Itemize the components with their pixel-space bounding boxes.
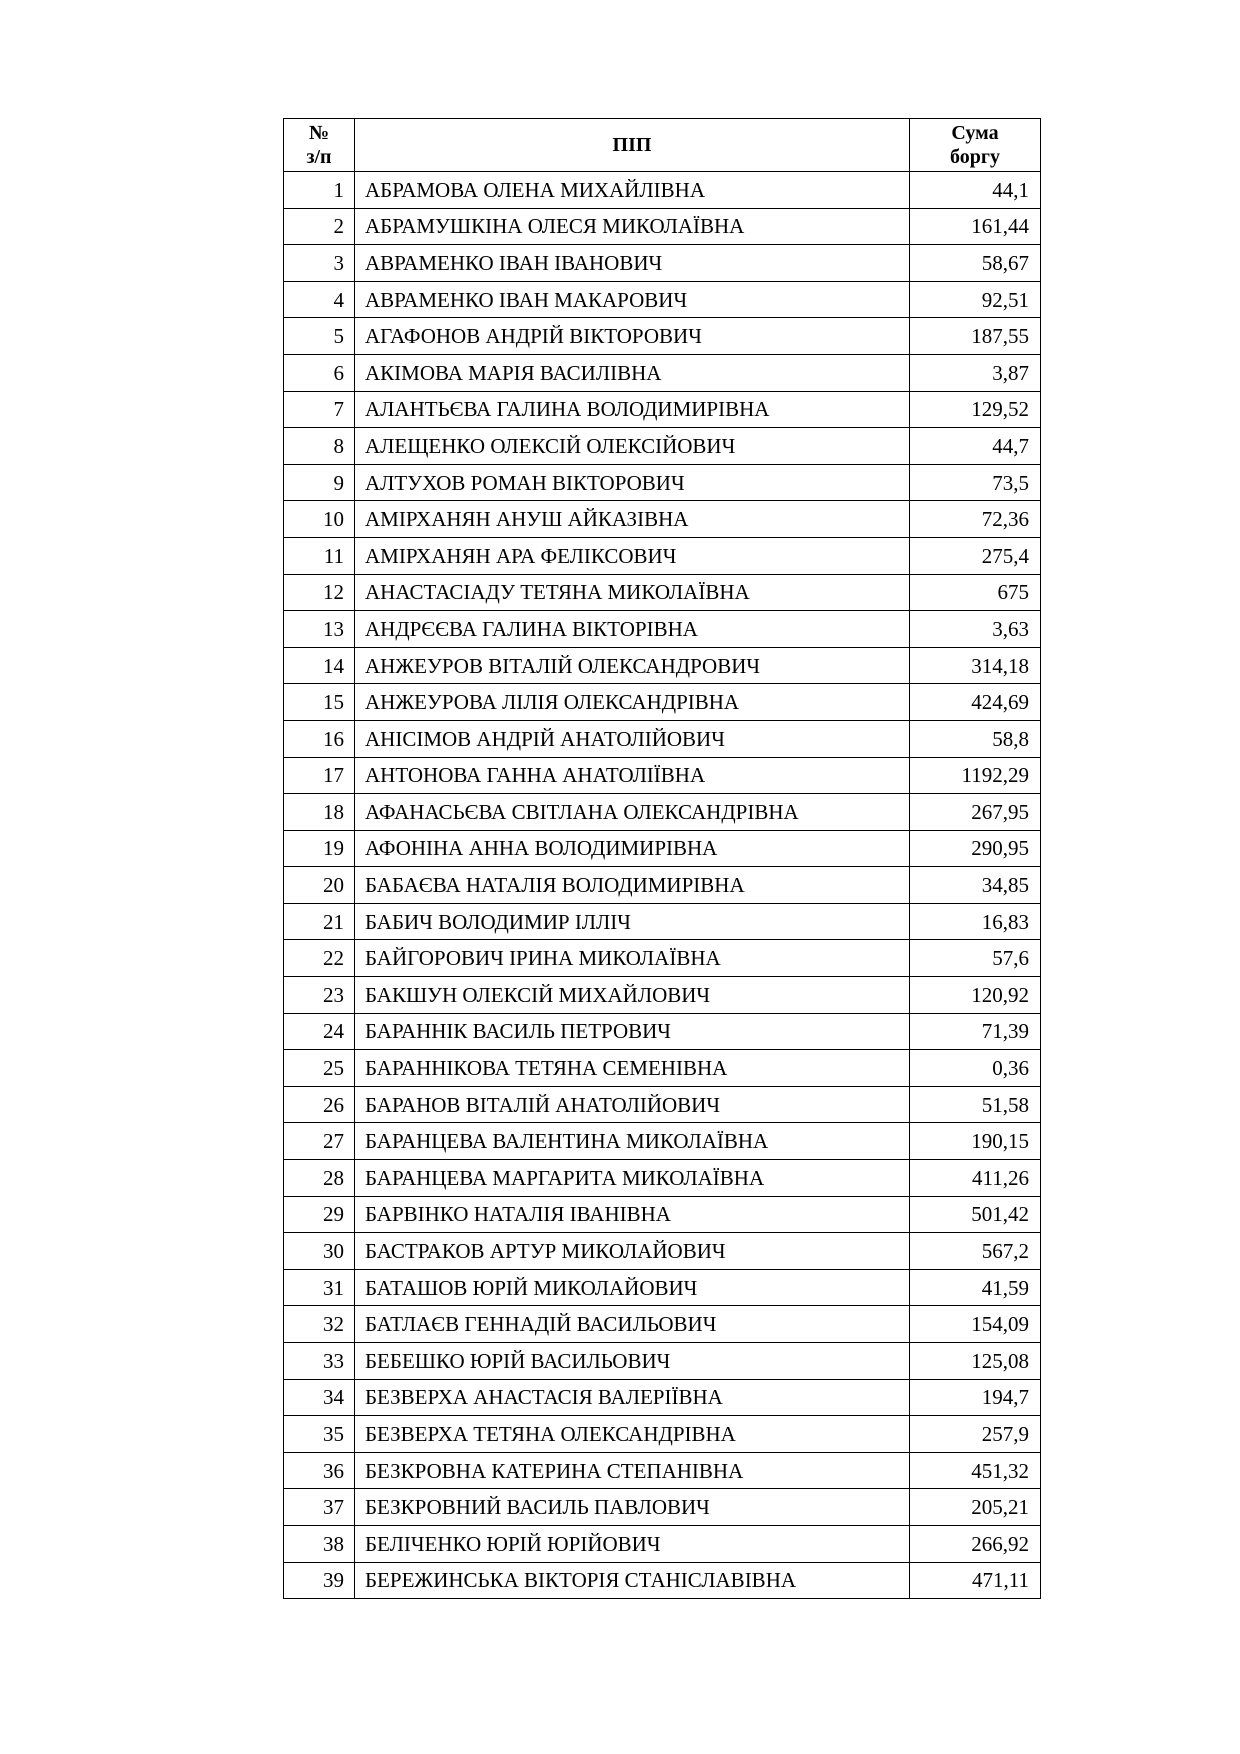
row-debt-amount: 161,44 <box>910 208 1041 245</box>
table-row <box>284 757 1041 794</box>
row-number: 39 <box>284 1562 355 1599</box>
row-full-name: АНДРЄЄВА ГАЛИНА ВІКТОРІВНА <box>355 611 910 648</box>
row-full-name: БЕЗКРОВНА КАТЕРИНА СТЕПАНІВНА <box>355 1452 910 1489</box>
header-debt-line2: боргу <box>950 146 1000 168</box>
row-debt-amount: 120,92 <box>910 977 1041 1014</box>
row-debt-amount: 71,39 <box>910 1013 1041 1050</box>
table-row <box>284 794 1041 831</box>
row-number: 35 <box>284 1416 355 1453</box>
table-row <box>284 1160 1041 1197</box>
row-debt-amount: 73,5 <box>910 464 1041 501</box>
row-number: 22 <box>284 940 355 977</box>
row-number: 36 <box>284 1452 355 1489</box>
row-full-name: АНЖЕУРОВА ЛІЛІЯ ОЛЕКСАНДРІВНА <box>355 684 910 721</box>
table-row <box>284 208 1041 245</box>
row-debt-amount: 58,8 <box>910 720 1041 757</box>
table-row <box>284 537 1041 574</box>
table-row <box>284 464 1041 501</box>
row-debt-amount: 675 <box>910 574 1041 611</box>
row-full-name: БАБАЄВА НАТАЛІЯ ВОЛОДИМИРІВНА <box>355 867 910 904</box>
table-body <box>284 172 1041 1599</box>
header-number-line1: № <box>308 122 330 144</box>
table-row <box>284 1050 1041 1087</box>
row-debt-amount: 451,32 <box>910 1452 1041 1489</box>
row-debt-amount: 411,26 <box>910 1160 1041 1197</box>
row-number: 27 <box>284 1123 355 1160</box>
row-full-name: АГАФОНОВ АНДРІЙ ВІКТОРОВИЧ <box>355 318 910 355</box>
row-full-name: БЕБЕШКО ЮРІЙ ВАСИЛЬОВИЧ <box>355 1343 910 1380</box>
header-number <box>284 119 355 172</box>
row-number: 24 <box>284 1013 355 1050</box>
row-debt-amount: 129,52 <box>910 391 1041 428</box>
table-row <box>284 318 1041 355</box>
row-debt-amount: 34,85 <box>910 867 1041 904</box>
row-number: 5 <box>284 318 355 355</box>
table-row <box>284 1343 1041 1380</box>
table-header-row <box>284 119 1041 172</box>
row-full-name: АБРАМУШКІНА ОЛЕСЯ МИКОЛАЇВНА <box>355 208 910 245</box>
row-number: 6 <box>284 354 355 391</box>
row-debt-amount: 92,51 <box>910 281 1041 318</box>
row-debt-amount: 275,4 <box>910 537 1041 574</box>
table-row <box>284 391 1041 428</box>
row-number: 14 <box>284 647 355 684</box>
table-row <box>284 574 1041 611</box>
row-number: 31 <box>284 1269 355 1306</box>
row-number: 28 <box>284 1160 355 1197</box>
row-number: 16 <box>284 720 355 757</box>
row-number: 15 <box>284 684 355 721</box>
table-row <box>284 720 1041 757</box>
row-number: 13 <box>284 611 355 648</box>
row-full-name: БАРАНОВ ВІТАЛІЙ АНАТОЛІЙОВИЧ <box>355 1086 910 1123</box>
row-number: 18 <box>284 794 355 831</box>
row-full-name: БЕРЕЖИНСЬКА ВІКТОРІЯ СТАНІСЛАВІВНА <box>355 1562 910 1599</box>
header-debt-line1: Сума <box>951 122 999 144</box>
table-row <box>284 1306 1041 1343</box>
row-number: 33 <box>284 1343 355 1380</box>
row-debt-amount: 314,18 <box>910 647 1041 684</box>
row-full-name: АКІМОВА МАРІЯ ВАСИЛІВНА <box>355 354 910 391</box>
header-number-line2: з/п <box>306 146 332 168</box>
table-row <box>284 647 1041 684</box>
row-full-name: БАТАШОВ ЮРІЙ МИКОЛАЙОВИЧ <box>355 1269 910 1306</box>
table-row <box>284 1196 1041 1233</box>
row-number: 38 <box>284 1525 355 1562</box>
row-debt-amount: 190,15 <box>910 1123 1041 1160</box>
row-number: 3 <box>284 245 355 282</box>
table-row <box>284 428 1041 465</box>
row-full-name: БАРВІНКО НАТАЛІЯ ІВАНІВНА <box>355 1196 910 1233</box>
row-full-name: БАЙГОРОВИЧ ІРИНА МИКОЛАЇВНА <box>355 940 910 977</box>
row-debt-amount: 44,1 <box>910 172 1041 209</box>
row-debt-amount: 154,09 <box>910 1306 1041 1343</box>
row-number: 37 <box>284 1489 355 1526</box>
row-debt-amount: 41,59 <box>910 1269 1041 1306</box>
row-number: 9 <box>284 464 355 501</box>
row-number: 8 <box>284 428 355 465</box>
table-row <box>284 245 1041 282</box>
table-row <box>284 1416 1041 1453</box>
row-debt-amount: 471,11 <box>910 1562 1041 1599</box>
table-row <box>284 172 1041 209</box>
table-row <box>284 940 1041 977</box>
row-full-name: БАСТРАКОВ АРТУР МИКОЛАЙОВИЧ <box>355 1233 910 1270</box>
table-row <box>284 977 1041 1014</box>
row-full-name: АНАСТАСІАДУ ТЕТЯНА МИКОЛАЇВНА <box>355 574 910 611</box>
row-full-name: АФОНІНА АННА ВОЛОДИМИРІВНА <box>355 830 910 867</box>
row-debt-amount: 424,69 <box>910 684 1041 721</box>
table-row <box>284 867 1041 904</box>
row-full-name: БЕЗКРОВНИЙ ВАСИЛЬ ПАВЛОВИЧ <box>355 1489 910 1526</box>
header-full-name: ПІП <box>355 119 910 172</box>
row-full-name: БАРАННІК ВАСИЛЬ ПЕТРОВИЧ <box>355 1013 910 1050</box>
row-full-name: АНТОНОВА ГАННА АНАТОЛІЇВНА <box>355 757 910 794</box>
row-number: 23 <box>284 977 355 1014</box>
table-row <box>284 611 1041 648</box>
row-full-name: АНІСІМОВ АНДРІЙ АНАТОЛІЙОВИЧ <box>355 720 910 757</box>
row-debt-amount: 194,7 <box>910 1379 1041 1416</box>
table-row <box>284 1562 1041 1599</box>
row-debt-amount: 57,6 <box>910 940 1041 977</box>
row-full-name: БЕЗВЕРХА ТЕТЯНА ОЛЕКСАНДРІВНА <box>355 1416 910 1453</box>
table-row <box>284 354 1041 391</box>
row-full-name: БАБИЧ ВОЛОДИМИР ІЛЛІЧ <box>355 903 910 940</box>
row-debt-amount: 266,92 <box>910 1525 1041 1562</box>
row-full-name: БАРАННІКОВА ТЕТЯНА СЕМЕНІВНА <box>355 1050 910 1087</box>
row-full-name: АМІРХАНЯН АНУШ АЙКАЗІВНА <box>355 501 910 538</box>
row-full-name: АЛТУХОВ РОМАН ВІКТОРОВИЧ <box>355 464 910 501</box>
row-debt-amount: 125,08 <box>910 1343 1041 1380</box>
table-row <box>284 1123 1041 1160</box>
row-full-name: БАРАНЦЕВА ВАЛЕНТИНА МИКОЛАЇВНА <box>355 1123 910 1160</box>
row-debt-amount: 205,21 <box>910 1489 1041 1526</box>
header-debt-amount <box>910 119 1041 172</box>
table-row <box>284 1379 1041 1416</box>
row-number: 12 <box>284 574 355 611</box>
row-full-name: АЛАНТЬЄВА ГАЛИНА ВОЛОДИМИРІВНА <box>355 391 910 428</box>
row-number: 1 <box>284 172 355 209</box>
row-number: 25 <box>284 1050 355 1087</box>
row-number: 32 <box>284 1306 355 1343</box>
row-number: 7 <box>284 391 355 428</box>
row-number: 20 <box>284 867 355 904</box>
row-full-name: АВРАМЕНКО ІВАН МАКАРОВИЧ <box>355 281 910 318</box>
row-number: 17 <box>284 757 355 794</box>
row-debt-amount: 257,9 <box>910 1416 1041 1453</box>
row-debt-amount: 58,67 <box>910 245 1041 282</box>
row-full-name: АНЖЕУРОВ ВІТАЛІЙ ОЛЕКСАНДРОВИЧ <box>355 647 910 684</box>
row-full-name: БАТЛАЄВ ГЕННАДІЙ ВАСИЛЬОВИЧ <box>355 1306 910 1343</box>
row-debt-amount: 267,95 <box>910 794 1041 831</box>
row-debt-amount: 567,2 <box>910 1233 1041 1270</box>
row-full-name: АФАНАСЬЄВА СВІТЛАНА ОЛЕКСАНДРІВНА <box>355 794 910 831</box>
row-full-name: БЕЛІЧЕНКО ЮРІЙ ЮРІЙОВИЧ <box>355 1525 910 1562</box>
row-debt-amount: 72,36 <box>910 501 1041 538</box>
table-row <box>284 1269 1041 1306</box>
row-number: 26 <box>284 1086 355 1123</box>
row-number: 11 <box>284 537 355 574</box>
table-row <box>284 684 1041 721</box>
row-full-name: БАРАНЦЕВА МАРГАРИТА МИКОЛАЇВНА <box>355 1160 910 1197</box>
table-row <box>284 830 1041 867</box>
table-row <box>284 1452 1041 1489</box>
table-row <box>284 1086 1041 1123</box>
table-row <box>284 501 1041 538</box>
table-row <box>284 1233 1041 1270</box>
row-full-name: АБРАМОВА ОЛЕНА МИХАЙЛІВНА <box>355 172 910 209</box>
row-debt-amount: 187,55 <box>910 318 1041 355</box>
row-number: 21 <box>284 903 355 940</box>
row-debt-amount: 3,87 <box>910 354 1041 391</box>
row-number: 19 <box>284 830 355 867</box>
row-debt-amount: 51,58 <box>910 1086 1041 1123</box>
row-full-name: БЕЗВЕРХА АНАСТАСІЯ ВАЛЕРІЇВНА <box>355 1379 910 1416</box>
table-row <box>284 1013 1041 1050</box>
row-number: 34 <box>284 1379 355 1416</box>
row-debt-amount: 1192,29 <box>910 757 1041 794</box>
row-number: 4 <box>284 281 355 318</box>
row-debt-amount: 3,63 <box>910 611 1041 648</box>
row-full-name: БАКШУН ОЛЕКСІЙ МИХАЙЛОВИЧ <box>355 977 910 1014</box>
row-debt-amount: 501,42 <box>910 1196 1041 1233</box>
row-number: 29 <box>284 1196 355 1233</box>
row-number: 10 <box>284 501 355 538</box>
table-row <box>284 1525 1041 1562</box>
row-debt-amount: 16,83 <box>910 903 1041 940</box>
row-full-name: АЛЕЩЕНКО ОЛЕКСІЙ ОЛЕКСІЙОВИЧ <box>355 428 910 465</box>
table-row <box>284 1489 1041 1526</box>
row-debt-amount: 0,36 <box>910 1050 1041 1087</box>
row-debt-amount: 290,95 <box>910 830 1041 867</box>
table-row <box>284 281 1041 318</box>
debt-table <box>283 118 1041 1599</box>
row-full-name: АМІРХАНЯН АРА ФЕЛІКСОВИЧ <box>355 537 910 574</box>
table-row <box>284 903 1041 940</box>
row-full-name: АВРАМЕНКО ІВАН ІВАНОВИЧ <box>355 245 910 282</box>
row-number: 30 <box>284 1233 355 1270</box>
row-debt-amount: 44,7 <box>910 428 1041 465</box>
row-number: 2 <box>284 208 355 245</box>
